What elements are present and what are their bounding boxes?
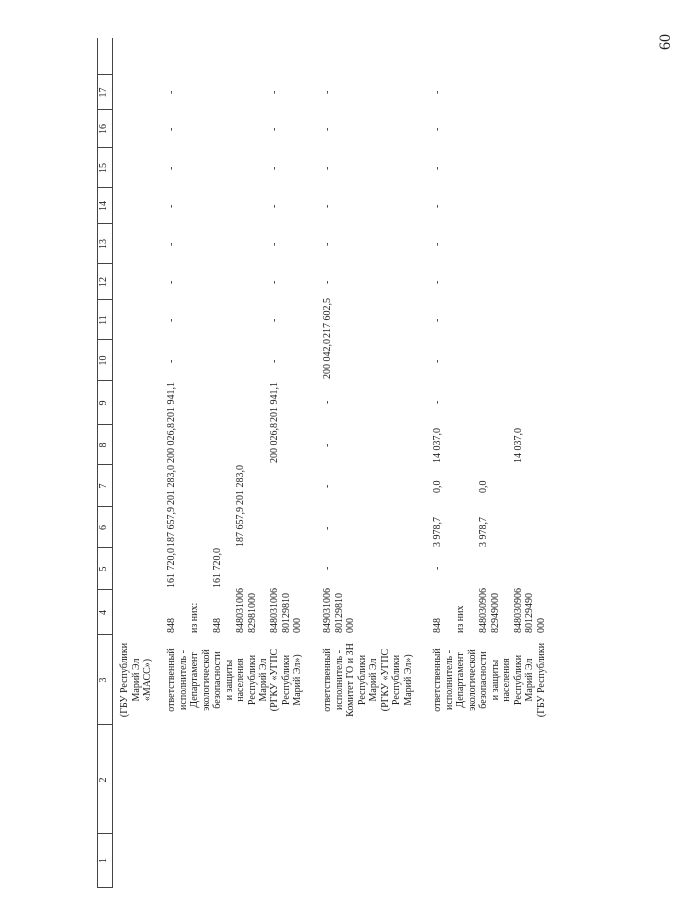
row3-col5: - [322, 566, 333, 570]
row2-col4: 848031006 80129810 000 [269, 588, 303, 633]
row2-col14: - [269, 204, 280, 208]
row2-col17: - [269, 90, 280, 94]
row4-col13: - [432, 242, 443, 246]
row4-col4: 848 из них 848030906 82949000 848030906 80129490 000 [432, 588, 547, 633]
row4-col9: - [432, 400, 443, 404]
row3-col17: - [322, 90, 333, 94]
row1-col9: 201 941,1 [166, 382, 177, 422]
row1-col5: 161 720,0 161 720,0 [166, 548, 223, 588]
row4-col15: - [432, 166, 443, 170]
row2-col11: - [269, 318, 280, 322]
row1-col14: - [166, 204, 177, 208]
row2-col15: - [269, 166, 280, 170]
row1-col11: - [166, 318, 177, 322]
column-number: 5 [97, 547, 112, 590]
row3-col11: 217 602,5 [322, 298, 333, 338]
row4-col16: - [432, 127, 443, 131]
row1-col8: 200 026,8 [166, 423, 177, 463]
row3-col13: - [322, 242, 333, 246]
row4-col5: - [432, 566, 443, 570]
table-top-border [97, 38, 98, 888]
row4-col11: - [432, 318, 443, 322]
row4-col3: ответственный исполнитель - Департамент экологической безопасности и защиты населения Республики Марий Эл (ГБУ Республики [432, 642, 547, 718]
row3-col4: 849031006 80129810 000 [322, 588, 356, 633]
column-number: 9 [97, 380, 112, 425]
row4-col17: - [432, 90, 443, 94]
column-number: 15 [97, 147, 112, 188]
row1-col6: 187 657,9 187 657,9 [166, 507, 246, 547]
row3-col8: - [322, 443, 333, 447]
page-number: 60 [657, 34, 674, 50]
row1-col16: - [166, 127, 177, 131]
row4-col14: - [432, 204, 443, 208]
row4-col8: 14 037,0 14 037,0 [432, 428, 524, 463]
row4-col6: 3 978,7 3 978,7 [432, 517, 489, 547]
column-number: 3 [97, 634, 112, 725]
row3-col6: - [322, 526, 333, 530]
column-number: 12 [97, 263, 112, 300]
column-number: 7 [97, 464, 112, 507]
row4-col7: 0,0 0,0 [432, 480, 489, 493]
row1-col7: 201 283,0 201 283,0 [166, 465, 246, 505]
row1-col15: - [166, 166, 177, 170]
column-number: 8 [97, 424, 112, 465]
row3-col14: - [322, 204, 333, 208]
column-number: 17 [97, 74, 112, 110]
column-number: 14 [97, 187, 112, 224]
column-number: 6 [97, 506, 112, 548]
row2-col10: - [269, 359, 280, 363]
column-number: 2 [97, 724, 112, 835]
row1-col13: - [166, 242, 177, 246]
row3-col7: - [322, 484, 333, 488]
row3-col10: 200 042,0 [322, 339, 333, 379]
row0-col3: (ГБУ Республики Марий Эл «МАСС») [119, 642, 153, 718]
row3-col3: ответственный исполнитель - Комитет ГО и ЗН Республики Марий Эл (РГКУ «УГПС Республики Марий Эл») [322, 643, 414, 717]
header-bottom-border [112, 38, 113, 888]
row2-col3: (РГКУ «УГПС Республики Марий Эл») [269, 648, 303, 712]
row2-col8: 200 026,8 [269, 423, 280, 463]
row1-col4: 848 из них: 848 848031006 82981000 [166, 588, 258, 633]
column-number: 10 [97, 339, 112, 381]
row4-col12: - [432, 280, 443, 284]
row3-col12: - [322, 280, 333, 284]
row1-col17: - [166, 90, 177, 94]
column-number: 16 [97, 109, 112, 148]
column-number: 1 [97, 833, 112, 888]
row2-col12: - [269, 280, 280, 284]
row2-col13: - [269, 242, 280, 246]
row3-col9: - [322, 400, 333, 404]
row2-col9: 201 941,1 [269, 382, 280, 422]
row1-col12: - [166, 280, 177, 284]
row4-col10: - [432, 359, 443, 363]
row3-col16: - [322, 127, 333, 131]
rotated-table [97, 38, 547, 888]
column-number: 11 [97, 299, 112, 340]
column-number: 4 [97, 589, 112, 635]
row2-col16: - [269, 127, 280, 131]
column-number: 13 [97, 223, 112, 264]
row3-col15: - [322, 166, 333, 170]
row1-col3: ответственный исполнитель - Департамент экологической безопасности и защиты населения Республики Марий Эл [166, 648, 269, 712]
row1-col10: - [166, 359, 177, 363]
